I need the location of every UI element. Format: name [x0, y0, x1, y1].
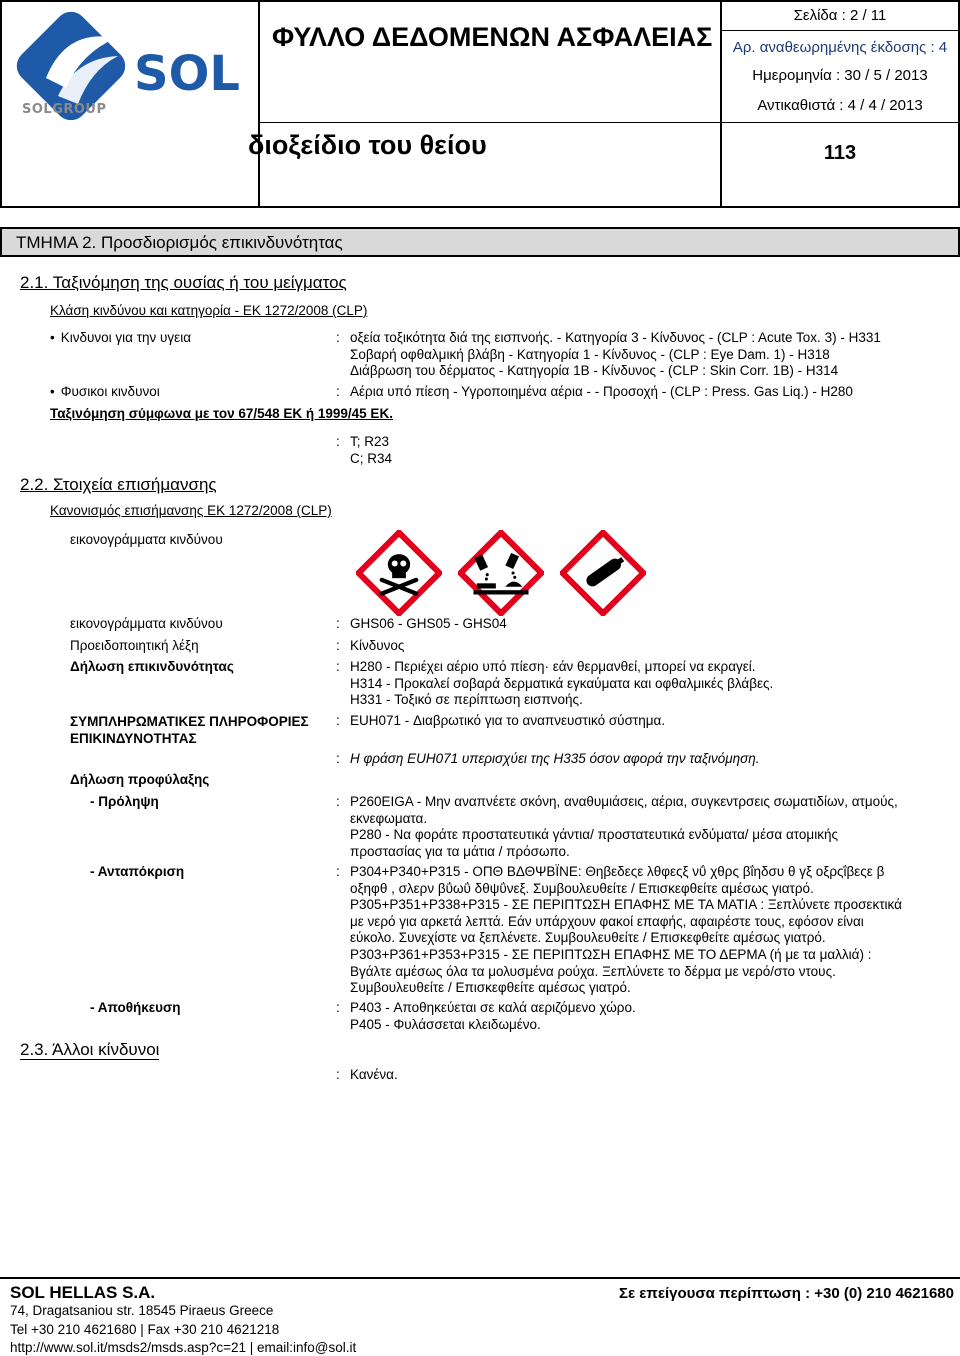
- precautionary-statements-label: Δήλωση προφύλαξης: [70, 772, 210, 787]
- clp-classification-title: Κλάση κινδύνου και κατηγορία - ΕΚ 1272/2008 (CLP): [50, 303, 368, 318]
- pictograms-codes-label: εικονογράμματα κινδύνου: [70, 616, 223, 631]
- heading-2-2: 2.2. Στοιχεία επισήμανσης: [20, 475, 217, 494]
- dsd-classification-value: T; R23 C; R34: [350, 434, 393, 466]
- ghs-pictograms: [356, 530, 656, 616]
- pictograms-codes-value: GHS06 - GHS05 - GHS04: [350, 616, 507, 631]
- physical-hazards-label: • Φυσικοι κινδυνοι: [50, 384, 160, 399]
- colon: :: [336, 434, 340, 449]
- colon: :: [336, 864, 340, 879]
- logo-group-text: SOLGROUP: [22, 102, 107, 117]
- storage-value: P403 - Αποθηκεύεται σε καλά αεριζόμενο χώρο. P405 - Φυλάσσεται κλειδωμένο.: [350, 1000, 636, 1032]
- document-title: ΦΥΛΛΟ ΔΕΔΟΜΕΝΩΝ ΑΣΦΑΛΕΙΑΣ: [272, 22, 713, 52]
- response-label: - Ανταπόκριση: [90, 864, 185, 879]
- company-name: SOL HELLAS S.A.: [10, 1283, 156, 1302]
- colon: :: [336, 659, 340, 674]
- supplementary-info-note: Η φράση EUH071 υπερισχύει της H335 όσον αφορά την ταξινόμηση.: [350, 751, 760, 766]
- revision-number: Αρ. αναθεωρημένης έκδοσης : 4: [732, 39, 948, 56]
- section-title: ΤΜΗΜΑ 2. Προσδιορισμός επικινδυνότητας: [0, 227, 960, 257]
- company-phones: Tel +30 210 4621680 | Fax +30 210 4621218: [10, 1322, 280, 1337]
- supersedes-date: Αντικαθιστά : 4 / 4 / 2013: [757, 97, 923, 114]
- response-value: P304+P340+P315 - ΟΠΘ ΒΔΘΨΒΪΝΕ: Θηβεδεςε λθφεςξ νΰ χθρς βΐηδσυ θ γξ οξρςΐβεςε β οξηφθ , σλερν βΰωΰ δθψΰνεξ. Συμβουλευθείτε / Επισκεφθείτε αμέσως γιατρό. P305+P351+P338+P315 - ΣΕ ΠΕΡΙΠΤΩΣΗ ΕΠΑΦΗΣ ΜΕ ΤΑ ΜΑΤΙΑ : Ξεπλύνετε προσεκτικά με νερό για αρκετά λεπτά. Εάν υπάρχουν φακοί επαφής, αφαιρέστε τους, εφόσον είναι εύκολο. Συνεχίστε να ξεπλένετε. Συμβουλευθείτε / Επισκεφθείτε αμέσως γιατρό. P303+P361+P353+P315 - ΣΕ ΠΕΡΙΠΤΩΣΗ ΕΠΑΦΗΣ ΜΕ ΤΟ ΔΕΡΜΑ (ή με τα μαλλιά) : Βγάλτε αμέσως όλα τα μολυσμένα ρούχα. Ξεπλύνετε το δέρμα με νερό/στο ντους. Συμβουλευθείτε / Επισκεφθείτε αμέσως γιατρό.: [350, 864, 902, 996]
- corrosion-icon: [458, 530, 544, 616]
- page-number: Σελίδα : 2 / 11: [793, 7, 887, 24]
- company-address: 74, Dragatsaniou str. 18545 Piraeus Greece: [10, 1303, 274, 1318]
- hazard-statements-label: Δήλωση επικινδυνότητας: [70, 659, 234, 674]
- colon: :: [336, 1000, 340, 1015]
- substance-name: διοξείδιο του θείου: [248, 130, 487, 160]
- company-web[interactable]: http://www.sol.it/msds2/msds.asp?c=21 | email:info@sol.it: [10, 1340, 357, 1355]
- colon: :: [336, 794, 340, 809]
- colon: :: [336, 638, 340, 653]
- colon: :: [336, 751, 340, 766]
- other-hazards-value: Κανένα.: [350, 1067, 398, 1082]
- skull-crossbones-icon: [356, 530, 442, 616]
- supplementary-info-label: ΣΥΜΠΛΗΡΩΜΑΤΙΚΕΣ ΠΛΗΡΟΦΟΡΙΕΣ ΕΠΙΚΙΝΔΥΝΟΤΗΤΑΣ: [70, 714, 309, 746]
- colon: :: [336, 330, 340, 345]
- logo-word: SOL: [134, 46, 240, 102]
- colon: :: [336, 713, 340, 728]
- hazard-statements-value: H280 - Περιέχει αέριο υπό πίεση· εάν θερμανθεί, μπορεί να εκραγεί. H314 - Προκαλεί σοβαρά δερματικά εγκαύματα και οφθαλμικές βλάβες. H331 - Τοξικό σε περίπτωση εισπνοής.: [350, 659, 774, 708]
- gas-cylinder-icon: [560, 530, 646, 616]
- physical-hazards-value: Αέρια υπό πίεση - Υγροποιημένα αέρια - - Προσοχή - (CLP : Press. Gas Liq.) - H280: [350, 384, 853, 399]
- document-number: 113: [823, 142, 857, 164]
- logo-cell: [2, 2, 260, 206]
- supplementary-info-value: EUH071 - Διαβρωτικό για το αναπνευστικό σύστημα.: [350, 713, 666, 728]
- signal-word-value: Κίνδυνος: [350, 638, 405, 653]
- prevention-value: P260EIGA - Μην αναπνέετε σκόνη, αναθυμιάσεις, αέρια, συγκεντρσεις σωματιδίων, ατμούς, εκνεφωματα. P280 - Να φοράτε προστατευτικά γάντια/ προστατευτικά ενδύματα/ μέσα ατομικής προστασίας για τα μάτια / πρόσωπο.: [350, 794, 898, 859]
- dsd-classification-label: Ταξινόμηση σύμφωνα με τον 67/548 ΕΚ ή 1999/45 ΕΚ.: [50, 406, 393, 421]
- colon: :: [336, 384, 340, 399]
- document-meta: [720, 2, 958, 206]
- issue-date: Ημερομηνία : 30 / 5 / 2013: [752, 67, 928, 84]
- title-cell: [248, 2, 718, 206]
- health-hazards-label: • Κινδυνοι για την υγεια: [50, 330, 191, 345]
- pictograms-label: εικονογράμματα κινδύνου: [70, 532, 223, 547]
- document-footer: [0, 1277, 960, 1356]
- sol-logo-icon: [6, 8, 256, 138]
- health-hazards-value: οξεία τοξικότητα διά της εισπνοής. - Κατηγορία 3 - Κίνδυνος - (CLP : Acute Tox. 3) - H331 Σοβαρή οφθαλμική βλάβη - Κατηγορία 1 - Κίνδυνος - (CLP : Eye Dam. 1) - H318 Διάβρωση του δέρματος - Κατηγορία 1B - Κίνδυνος - (CLP : Skin Corr. 1B) - H314: [350, 330, 881, 379]
- storage-label: - Αποθήκευση: [90, 1000, 181, 1015]
- document-header: [0, 0, 960, 208]
- signal-word-label: Προειδοποιητική λέξη: [70, 638, 199, 653]
- emergency-phone: Σε επείγουσα περίπτωση : +30 (0) 210 4621680: [618, 1285, 954, 1302]
- prevention-label: - Πρόληψη: [90, 794, 159, 809]
- colon: :: [336, 1067, 340, 1082]
- colon: :: [336, 616, 340, 631]
- heading-2-1: 2.1. Ταξινόμηση της ουσίας ή του μείγματος: [20, 273, 347, 292]
- labelling-regulation: Κανονισμός επισήμανσης ΕΚ 1272/2008 (CLP): [50, 503, 332, 518]
- heading-2-3: 2.3. Άλλοι κίνδυνοι: [20, 1040, 160, 1059]
